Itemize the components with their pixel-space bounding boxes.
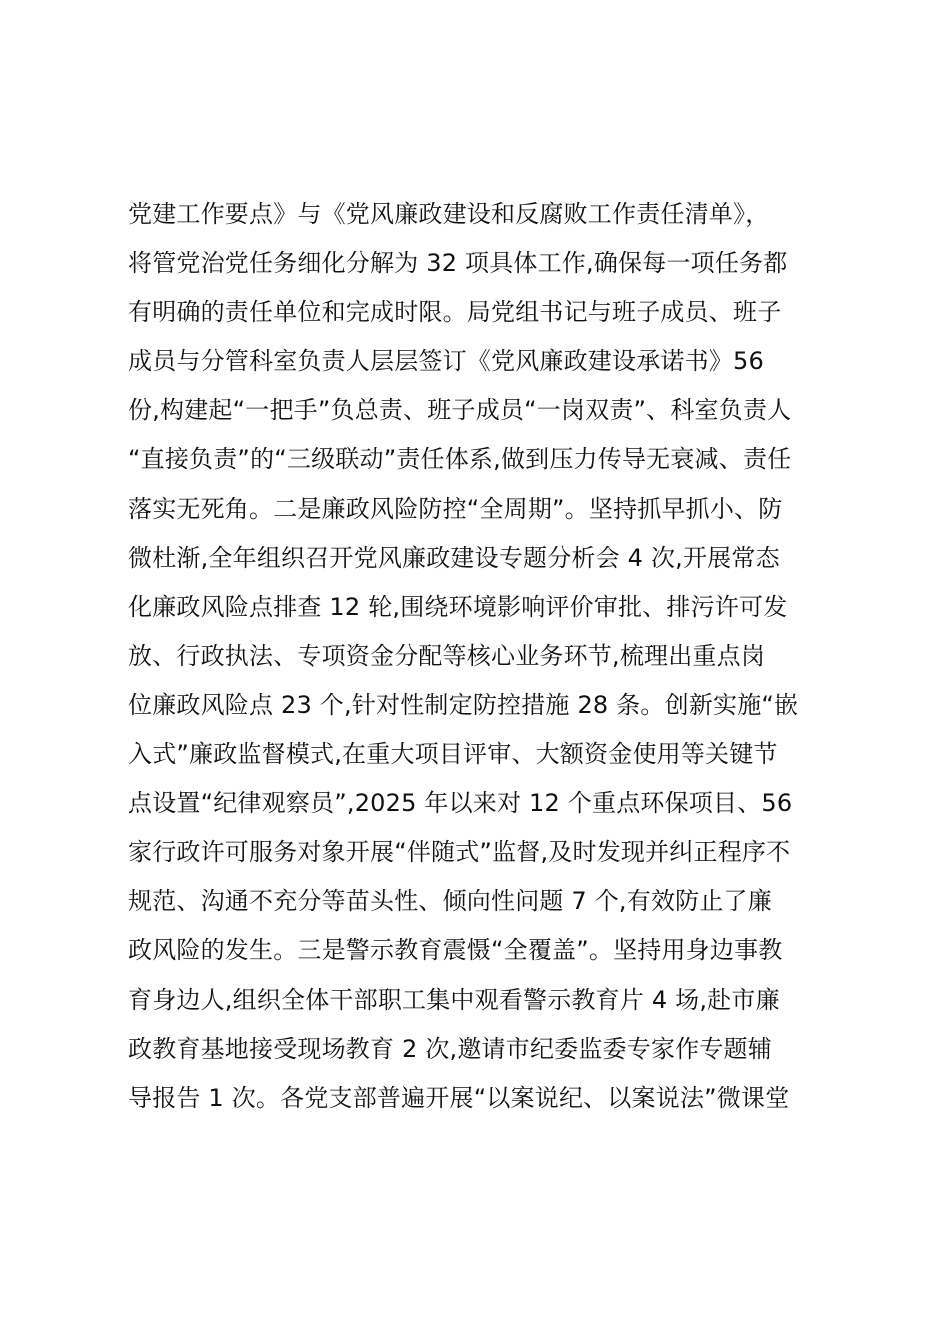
text-line: 放、行政执法、专项资金分配等核心业务环节,梳理出重点岗 bbox=[128, 641, 766, 670]
text-line: 规范、沟通不充分等苗头性、倾向性问题 7 个,有效防止了廉 bbox=[128, 887, 772, 916]
text-line: 政教育基地接受现场教育 2 次,邀请市纪委监委专家作专题辅 bbox=[128, 1034, 772, 1063]
text-line: 落实无死角。二是廉政风险防控“全周期”。坚持抓早抓小、防 bbox=[128, 494, 783, 523]
text-line: 党建工作要点》与《党风廉政建设和反腐败工作责任清单》， bbox=[128, 200, 770, 228]
text-line: 微杜渐,全年组织召开党风廉政建设专题分析会 4 次,开展常态 bbox=[128, 543, 780, 572]
text-line: 入式”廉政监督模式,在重大项目评审、大额资金使用等关键节 bbox=[128, 740, 778, 769]
text-line: 化廉政风险点排查 12 轮,围绕环境影响评价审批、排污许可发 bbox=[128, 592, 788, 621]
text-line: 点设置“纪律观察员”,2025 年以来对 12 个重点环保项目、56 bbox=[128, 789, 793, 818]
text-line: 家行政许可服务对象开展“伴随式”监督,及时发现并纠正程序不 bbox=[128, 838, 791, 867]
text-line: “直接负责”的“三级联动”责任体系,做到压力传导无衰减、责任 bbox=[128, 445, 792, 474]
text-line: 将管党治党任务细化分解为 32 项具体工作,确保每一项任务都 bbox=[128, 249, 788, 278]
text-line: 导报告 1 次。各党支部普遍开展“以案说纪、以案说法”微课堂 bbox=[128, 1083, 790, 1112]
text-line: 有明确的责任单位和完成时限。局党组书记与班子成员、班子 bbox=[128, 298, 782, 327]
text-line: 政风险的发生。三是警示教育震慑“全覆盖”。坚持用身边事教 bbox=[128, 936, 783, 965]
text-line: 育身边人,组织全体干部职工集中观看警示教育片 4 场,赴市廉 bbox=[128, 985, 780, 1014]
text-line: 份,构建起“一把手”负总责、班子成员“一岗双责”、科室负责人 bbox=[128, 396, 792, 425]
text-line: 成员与分管科室负责人层层签订《党风廉政建设承诺书》56 bbox=[128, 347, 764, 376]
text-line: 位廉政风险点 23 个,针对性制定防控措施 28 条。创新实施“嵌 bbox=[128, 690, 799, 719]
body-text bbox=[128, 190, 828, 1123]
